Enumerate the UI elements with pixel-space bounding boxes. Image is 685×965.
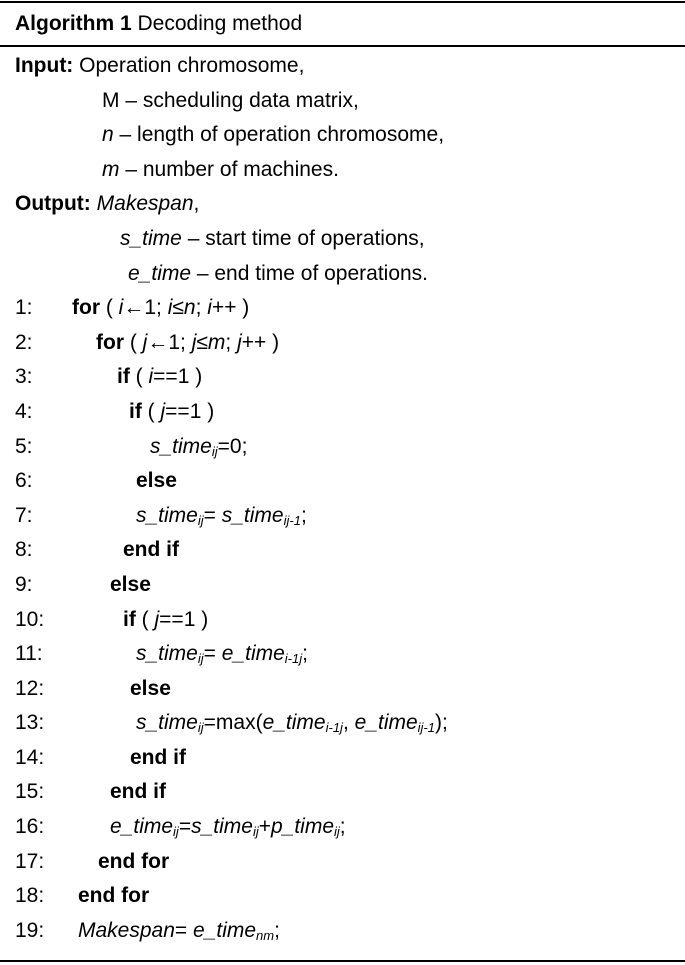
code-text [150, 430, 247, 465]
output-symbol: s_time [120, 226, 182, 250]
line-number: 18: [15, 884, 45, 908]
code-line [0, 603, 685, 638]
code-fragment: ≤ [196, 330, 208, 354]
line-number: 3: [15, 365, 33, 389]
line-number: 6: [15, 469, 33, 493]
algorithm-body [0, 49, 685, 948]
variable: s_time [136, 503, 198, 527]
code-text [96, 326, 279, 361]
code-fragment: , [342, 711, 355, 735]
keyword: if [129, 399, 142, 423]
keyword: for [96, 330, 124, 354]
code-text [136, 637, 308, 672]
code-fragment: =max( [203, 711, 263, 735]
variable: m [207, 330, 226, 354]
subscript: ij [334, 824, 340, 840]
input-symbol: m [102, 157, 120, 181]
subscript: ij-1 [283, 512, 301, 528]
variable: j [154, 607, 160, 631]
output-row [0, 222, 685, 257]
code-fragment: =0; [217, 434, 248, 458]
keyword: else [110, 572, 151, 596]
output-item [120, 222, 425, 257]
code-line [0, 637, 685, 672]
keyword: else [136, 469, 177, 493]
code-fragment: ; [225, 330, 238, 354]
code-line [0, 706, 685, 741]
line-number: 16: [15, 815, 45, 839]
code-fragment: = [174, 918, 193, 942]
variable: i [148, 365, 154, 389]
code-fragment: ≤ [172, 296, 184, 320]
code-line [0, 533, 685, 568]
subscript: ij-1 [417, 720, 435, 736]
code-line [0, 291, 685, 326]
code-fragment: ; [274, 918, 280, 942]
variable: j [237, 330, 242, 354]
line-number: 10: [15, 607, 45, 631]
code-text [123, 533, 179, 568]
code-text [78, 914, 280, 949]
input-row [0, 153, 685, 188]
subscript: ij [252, 824, 259, 840]
input-description: – number of machines. [119, 157, 339, 181]
output-first-item: Makespan [96, 192, 194, 216]
subscript: nm [256, 927, 275, 943]
code-line [0, 326, 685, 361]
code-fragment: ==1 ) [159, 607, 209, 631]
keyword: end for [98, 849, 170, 873]
output-description: – end time of operations. [191, 261, 429, 285]
variable: s_time [221, 503, 284, 527]
variable: i [118, 296, 124, 320]
subscript: ij [197, 651, 204, 667]
variable: n [183, 296, 196, 320]
keyword: else [130, 676, 171, 700]
code-line [0, 568, 685, 603]
code-line [0, 845, 685, 880]
variable: i [207, 296, 212, 320]
code-fragment: ; [300, 503, 307, 527]
code-text [136, 706, 448, 741]
code-fragment: ; [339, 815, 346, 839]
subscript: ij [197, 720, 204, 736]
variable: i [167, 296, 173, 320]
keyword: end for [78, 884, 150, 908]
top-rule [0, 1, 685, 3]
code-text [136, 464, 177, 499]
code-fragment: = [178, 815, 192, 839]
input-item [102, 153, 339, 188]
input-symbol: n [102, 123, 114, 147]
line-number: 2: [15, 330, 33, 354]
line-number: 11: [15, 642, 43, 666]
code-text [130, 672, 171, 707]
code-line [0, 741, 685, 776]
code-text [98, 845, 169, 880]
variable: e_time [262, 711, 326, 735]
line-number: 4: [15, 399, 33, 423]
code-text [110, 810, 346, 845]
line-number: 8: [15, 538, 33, 562]
variable: s_time [136, 642, 198, 666]
input-item [102, 84, 359, 119]
output-label: Output: [15, 192, 91, 216]
subscript: i-1j [284, 651, 303, 667]
input-symbol: M [102, 88, 120, 112]
subscript: ij [197, 512, 204, 528]
variable: e_time [110, 815, 174, 839]
variable: j [160, 399, 166, 423]
code-text [123, 603, 208, 638]
subscript: ij [211, 443, 218, 459]
keyword: for [72, 296, 100, 320]
line-number: 5: [15, 434, 33, 458]
code-fragment: ( [129, 365, 149, 389]
output-description: – start time of operations, [181, 226, 425, 250]
code-fragment: + [258, 815, 271, 839]
input-row [0, 49, 685, 84]
line-number: 7: [15, 503, 33, 527]
input-description: – scheduling data matrix, [119, 88, 359, 112]
line-number: 9: [15, 572, 33, 596]
output-symbol: e_time [128, 261, 192, 285]
code-fragment: ==1 ) [165, 399, 215, 423]
code-text [117, 360, 202, 395]
variable: s_time [191, 815, 253, 839]
input-label: Input: [15, 54, 74, 77]
code-line [0, 499, 685, 534]
output-line [15, 187, 199, 222]
input-first-item: Operation chromosome, [79, 54, 305, 77]
bottom-rule [0, 960, 685, 962]
variable: j [142, 330, 148, 354]
code-fragment: ++ ) [211, 296, 250, 320]
algorithm-caption [15, 9, 302, 39]
code-line [0, 360, 685, 395]
code-fragment: ←1; [123, 296, 168, 320]
variable: Makespan [78, 918, 175, 942]
code-text [72, 291, 249, 326]
line-number: 17: [15, 849, 45, 873]
code-line [0, 775, 685, 810]
input-row [0, 84, 685, 119]
keyword: end if [130, 745, 186, 769]
code-fragment: = [203, 503, 222, 527]
code-fragment: ( [100, 296, 119, 320]
variable: j [191, 330, 197, 354]
code-fragment: = [203, 642, 222, 666]
caption-rule [0, 45, 685, 47]
input-item [102, 118, 444, 153]
line-number: 13: [15, 711, 45, 735]
code-fragment: ; [195, 296, 208, 320]
output-row [0, 187, 685, 222]
variable: p_time [270, 815, 335, 839]
code-fragment: ( [135, 607, 155, 631]
code-text [110, 568, 151, 603]
output-item [128, 257, 428, 292]
variable: s_time [150, 434, 212, 458]
code-fragment: ; [302, 642, 308, 666]
subscript: ij [173, 824, 179, 840]
variable: e_time [221, 642, 285, 666]
input-description: – length of operation chromosome, [113, 123, 445, 147]
keyword: end if [110, 780, 166, 804]
keyword: if [123, 607, 136, 631]
algorithm-title: Decoding method [137, 12, 303, 35]
line-number: 1: [15, 296, 33, 320]
code-line [0, 879, 685, 914]
code-line [0, 914, 685, 949]
code-line [0, 430, 685, 465]
variable: s_time [136, 711, 198, 735]
input-line [15, 49, 304, 84]
code-text [129, 395, 214, 430]
code-line [0, 810, 685, 845]
line-number: 15: [15, 780, 45, 804]
code-fragment: ( [124, 330, 143, 354]
keyword: end if [123, 538, 179, 562]
keyword: if [117, 365, 130, 389]
line-number: 12: [15, 676, 45, 700]
code-fragment: ++ ) [241, 330, 280, 354]
code-fragment: ); [435, 711, 448, 735]
code-fragment: ←1; [147, 330, 192, 354]
line-number: 19: [15, 918, 45, 942]
code-line [0, 672, 685, 707]
code-text [78, 879, 149, 914]
subscript: i-1j [325, 720, 343, 736]
output-row [0, 257, 685, 292]
code-line [0, 395, 685, 430]
variable: e_time [193, 918, 257, 942]
code-text [130, 741, 186, 776]
code-text [110, 775, 166, 810]
input-row [0, 118, 685, 153]
code-fragment: ==1 ) [153, 365, 203, 389]
output-first-tail: , [193, 192, 200, 216]
code-fragment: ( [141, 399, 161, 423]
code-text [136, 499, 307, 534]
algorithm-tag: Algorithm 1 [15, 12, 132, 35]
line-number: 14: [15, 745, 45, 769]
variable: e_time [354, 711, 418, 735]
code-line [0, 464, 685, 499]
